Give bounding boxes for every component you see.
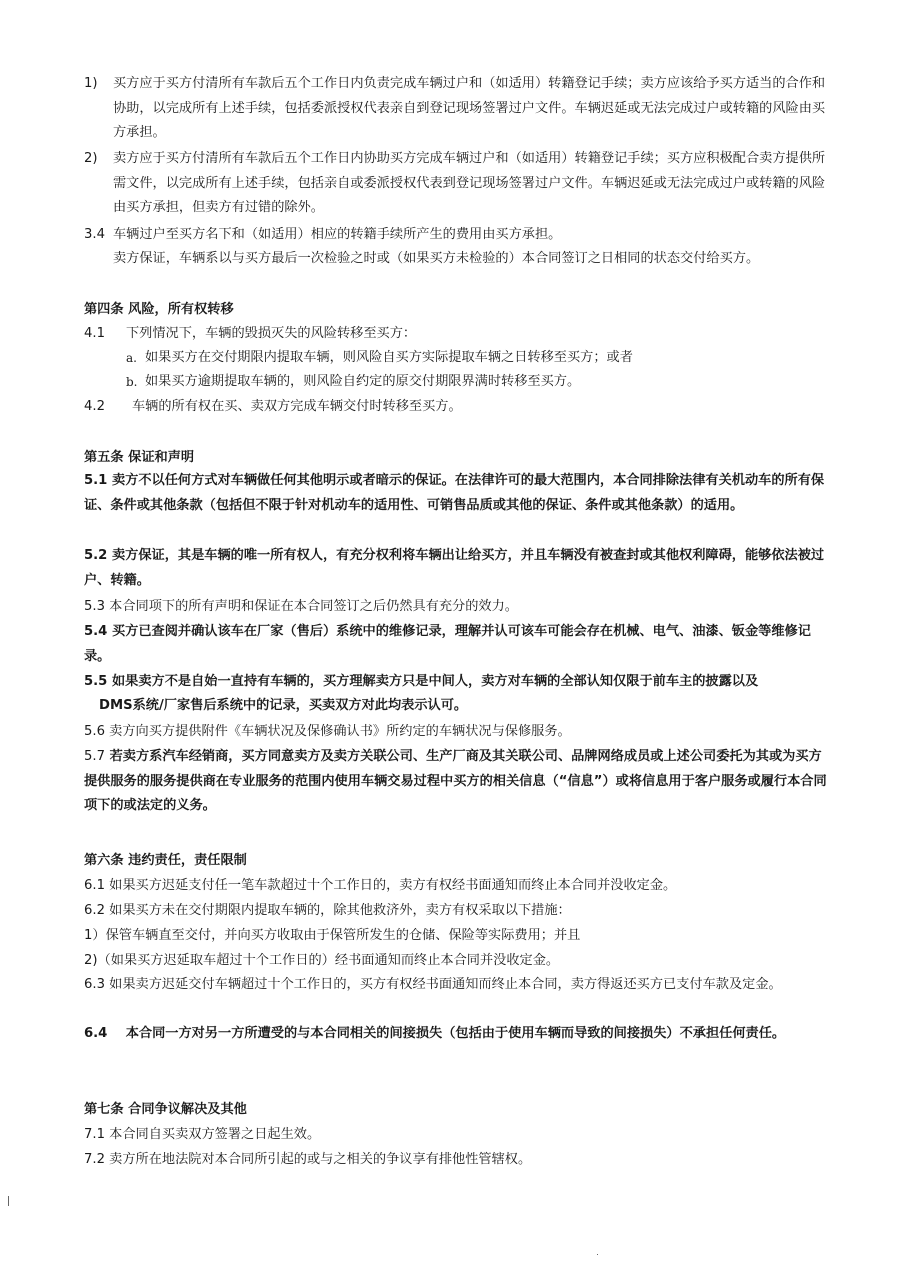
clause-4-1-number: 4.1 — [84, 326, 105, 341]
clause-3-4-number: 3.4 — [84, 227, 105, 242]
clause-3-3-2-text: 卖方应于买方付清所有车款后五个工作日内协助买方完成车辆过户和（如适用）转籍登记手续；买方应积极配合卖方提供所需文件，以完成所有上述手续，包括亲自或委派授权代表到登记现场签署过户文件。车辆迟延或无法完成过户或转籍的风险由买方承担，但卖方有过错的除外。 — [113, 151, 826, 215]
clause-5-5-line2: DMS系统/厂家售后系统中的记录，买卖双方对此均表示认可。 — [99, 698, 468, 713]
scan-dot — [597, 1254, 598, 1255]
clause-5-3: 5.3 本合同项下的所有声明和保证在本合同签订之后仍然具有充分的效力。 — [84, 599, 518, 614]
clause-4-1-b-letter: b. — [126, 375, 138, 389]
article-7-title: 第七条 合同争议解决及其他 — [84, 1102, 247, 1117]
clause-5-1: 5.1 卖方不以任何方式对车辆做任何其他明示或者暗示的保证。在法律许可的最大范围内，本合同排除法律有关机动车的所有保证、条件或其他条款（包括但不限于针对机动车的适用性、可销售品质或其他的保证、条件或其他条款）的适用。 — [84, 473, 825, 513]
clause-4-2-text: 车辆的所有权在买、卖双方完成车辆交付时转移至买方。 — [132, 399, 462, 414]
clause-6-4-number: 6.4 — [84, 1026, 108, 1041]
clause-7-1: 7.1 本合同自买卖双方签署之日起生效。 — [84, 1127, 321, 1142]
scan-mark — [8, 1196, 9, 1206]
clause-6-2-1: 1）保管车辆直至交付，并向买方收取由于保管所发生的仓储、保险等实际费用；并且 — [84, 928, 581, 943]
clause-3-4-text: 车辆过户至买方名下和（如适用）相应的转籍手续所产生的费用由买方承担。 — [113, 227, 562, 242]
clause-3-3-1-number: 1) — [84, 76, 98, 91]
article-5-title: 第五条 保证和声明 — [84, 450, 195, 465]
clause-4-1-a-text: 如果买方在交付期限内提取车辆，则风险自买方实际提取车辆之日转移至买方；或者 — [145, 350, 633, 365]
clause-6-4-text: 本合同一方对另一方所遭受的与本合同相关的间接损失（包括由于使用车辆而导致的间接损失）不承担任何责任。 — [125, 1026, 786, 1041]
clause-5-4: 5.4 买方已查阅并确认该车在厂家（售后）系统中的维修记录，理解并认可该车可能会存在机械、电气、油漆、钣金等维修记录。 — [84, 624, 811, 664]
article-6-title: 第六条 违约责任，责任限制 — [84, 853, 247, 868]
clause-6-3: 6.3 如果卖方迟延交付车辆超过十个工作日的，买方有权经书面通知而终止本合同，卖方得返还买方已支付车款及定金。 — [84, 977, 782, 992]
clause-5-2: 5.2 卖方保证，其是车辆的唯一所有权人，有充分权利将车辆出让给买方，并且车辆没有被查封或其他权利障碍，能够依法被过户、转籍。 — [84, 548, 825, 588]
clause-5-5-line1: 5.5 如果卖方不是自始一直持有车辆的，买方理解卖方只是中间人，卖方对车辆的全部认知仅限于前车主的披露以及 — [84, 674, 759, 689]
clause-5-7 — [84, 745, 829, 819]
clause-6-2-2: 2)（如果买方迟延取车超过十个工作日的）经书面通知而终止本合同并没收定金。 — [84, 953, 560, 968]
clause-4-1-b-text: 如果买方逾期提取车辆的，则风险自约定的原交付期限界满时转移至买方。 — [145, 374, 581, 389]
clause-6-1: 6.1 如果买方迟延支付任一笔车款超过十个工作日的，卖方有权经书面通知而终止本合同并没收定金。 — [84, 878, 677, 893]
clause-6-2: 6.2 如果买方未在交付期限内提取车辆的，除其他救济外，卖方有权采取以下措施： — [84, 903, 571, 918]
clause-3-3-1-text: 买方应于买方付清所有车款后五个工作日内负责完成车辆过户和（如适用）转籍登记手续；卖方应该给予买方适当的合作和协助，以完成所有上述手续，包括委派授权代表亲自到登记现场签署过户文件。车辆迟延或无法完成过户或转籍的风险由买方承担。 — [113, 76, 826, 140]
clause-4-1-text: 下列情况下，车辆的毁损灭失的风险转移至买方： — [126, 326, 417, 341]
article-4-title: 第四条 风险，所有权转移 — [84, 302, 234, 317]
clause-4-2-number: 4.2 — [84, 399, 105, 414]
clause-3-3-2-number: 2) — [84, 151, 98, 166]
clause-5-6: 5.6 卖方向买方提供附件《车辆状况及保修确认书》所约定的车辆状况与保修服务。 — [84, 724, 571, 739]
clause-6-4 — [84, 1022, 829, 1047]
clause-5-7-number: 5.7 — [84, 749, 105, 764]
clause-3-4-extra: 卖方保证，车辆系以与买方最后一次检验之时或（如果买方未检验的）本合同签订之日相同的状态交付给买方。 — [113, 251, 760, 266]
clause-5-7-text: 若卖方系汽车经销商，买方同意卖方及卖方关联公司、生产厂商及其关联公司、品牌网络成员或上述公司委托为其或为买方提供服务的服务提供商在专业服务的范围内使用车辆交易过程中买方的相关信息（“信息”）或将信息用于客户服务或履行本合同项下的或法定的义务。 — [84, 749, 827, 813]
clause-7-2: 7.2 卖方所在地法院对本合同所引起的或与之相关的争议享有排他性管辖权。 — [84, 1152, 532, 1167]
clause-4-1-a-letter: a. — [126, 351, 137, 365]
